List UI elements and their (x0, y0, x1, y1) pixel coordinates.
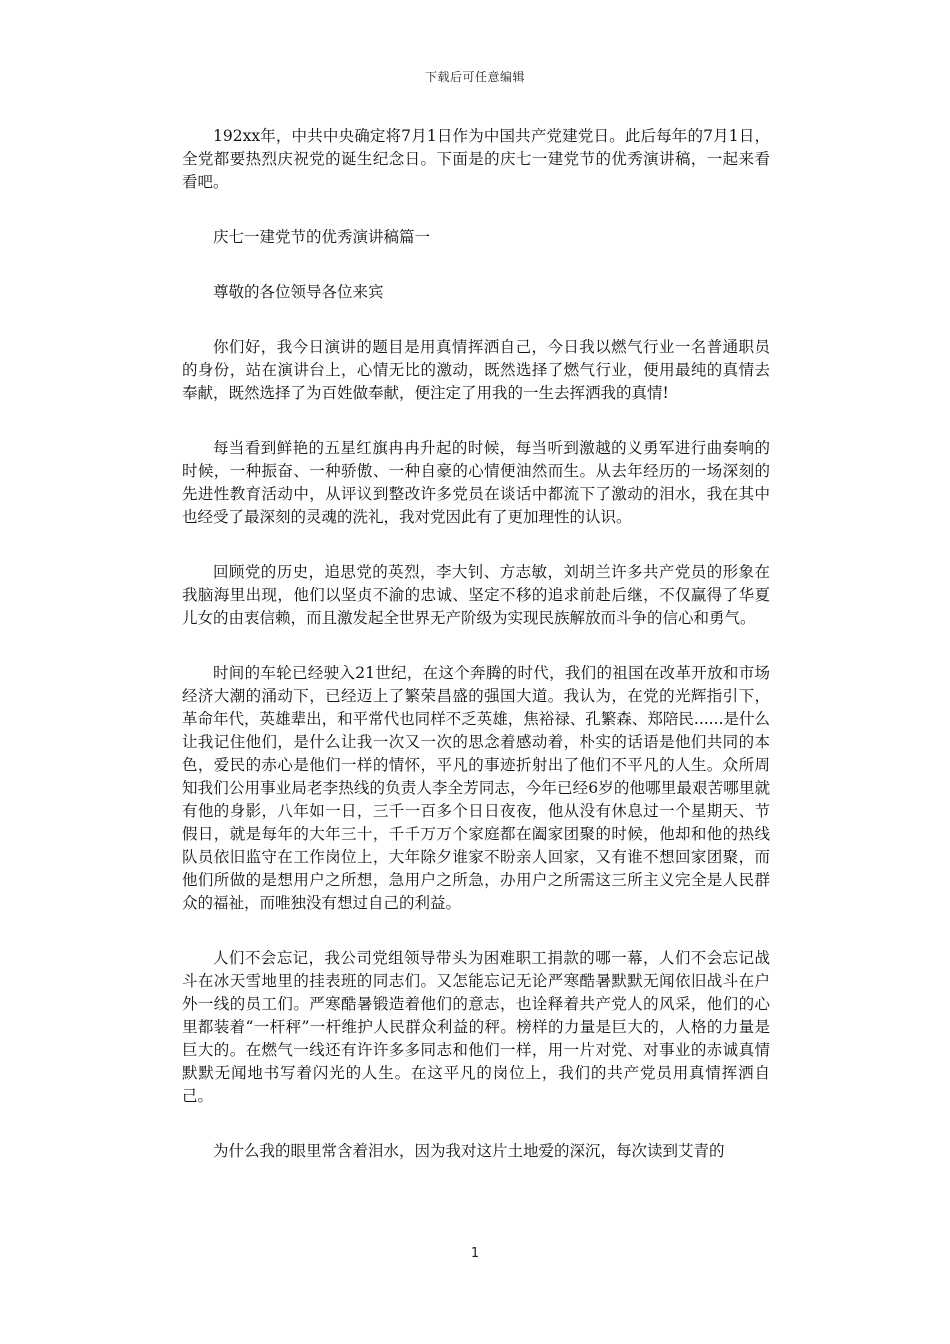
body-paragraph: 时间的车轮已经驶入21世纪，在这个奔腾的时代，我们的祖国在改革开放和市场经济大潮的涌动下，已经迈上了繁荣昌盛的强国大道。我认为，在党的光辉指引下，革命年代，英雄辈出，和平常代也同样不乏英雄，焦裕禄、孔繁森、郑陪民......是什么让我记住他们，是什么让我一次又一次的思念着感动着，朴实的话语是他们共同的本色，爱民的赤心是他们一样的情怀，平凡的事迹折射出了他们不平凡的人生。众所周知我们公用事业局老李热线的负责人李全芳同志，今年已经6岁的他哪里最艰苦哪里就有他的身影，八年如一日，三千一百多个日日夜夜，他从没有休息过一个星期天、节假日，就是每年的大年三十，千千万万个家庭都在阖家团聚的时候，他却和他的热线队员依旧监守在工作岗位上，大年除夕谁家不盼亲人回家，又有谁不想回家团聚，而他们所做的是想用户之所想，急用户之所急，办用户之所需这三所主义完全是人民群众的福祉，而唯独没有想过自己的利益。 (182, 664, 770, 912)
section-title: 庆七一建党节的优秀演讲稿篇一 (213, 228, 431, 246)
page-header: 下载后可任意编辑 (424, 70, 525, 84)
salutation: 尊敬的各位领导各位来宾 (213, 283, 384, 301)
body-paragraph: 回顾党的历史，追思党的英烈，李大钊、方志敏，刘胡兰许多共产党员的形象在我脑海里出现，他们以坚贞不渝的忠诚、坚定不移的追求前赴后继，不仅赢得了华夏儿女的由衷信赖，而且激发起全世界无产阶级为实现民族解放而斗争的信心和勇气。 (182, 563, 770, 627)
intro-paragraph: 192xx年，中共中央确定将7月1日作为中国共产党建党日。此后每年的7月1日，全党都要热烈庆祝党的诞生纪念日。下面是的庆七一建党节的优秀演讲稿，一起来看看吧。 (182, 127, 770, 191)
page-number: 1 (470, 1246, 480, 1261)
body-paragraph: 每当看到鲜艳的五星红旗冉冉升起的时候，每当听到激越的义勇军进行曲奏响的时候，一种振奋、一种骄傲、一种自豪的心情便油然而生。从去年经历的一场深刻的先进性教育活动中，从评议到整改许多党员在谈话中都流下了激动的泪水，我在其中也经受了最深刻的灵魂的洗礼，我对党因此有了更加理性的认识。 (182, 439, 770, 526)
body-paragraph: 为什么我的眼里常含着泪水，因为我对这片土地爱的深沉，每次读到艾青的 (213, 1142, 725, 1160)
body-paragraph: 你们好，我今日演讲的题目是用真情挥洒自己，今日我以燃气行业一名普通职员的身份，站在演讲台上，心情无比的激动，既然选择了燃气行业，便用最纯的真情去奉献，既然选择了为百姓做奉献，便注定了用我的一生去挥洒我的真情! (182, 338, 770, 402)
body-paragraph: 人们不会忘记，我公司党组领导带头为困难职工捐款的哪一幕，人们不会忘记战斗在冰天雪地里的挂表班的同志们。又怎能忘记无论严寒酷暑默默无闻依旧战斗在户外一线的员工们。严寒酷暑锻造着他们的意志，也诠释着共产党人的风采，他们的心里都装着“一杆秤”一杆维护人民群众利益的秤。榜样的力量是巨大的，人格的力量是巨大的。在燃气一线还有许许多多同志和他们一样，用一片对党、对事业的赤诚真情默默无闻地书写着闪光的人生。在这平凡的岗位上，我们的共产党员用真情挥洒自己。 (182, 949, 770, 1105)
document-body (182, 125, 770, 1195)
